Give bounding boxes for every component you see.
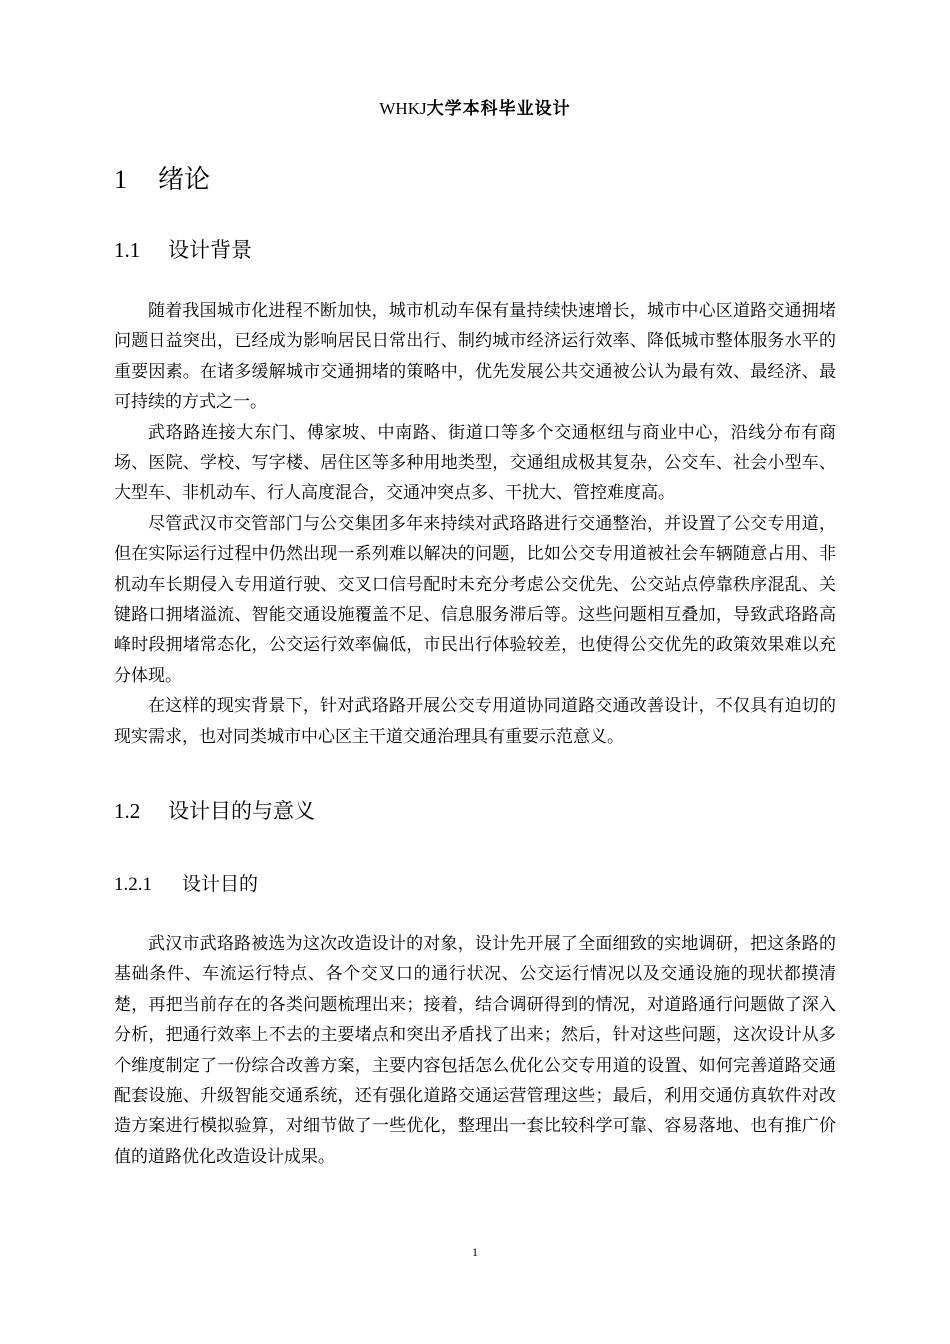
section-heading-1-1 <box>114 235 252 265</box>
subsection-title: 设计目的 <box>182 873 259 895</box>
header-title: 大学本科毕业设计 <box>426 99 571 119</box>
chapter-number: 1 <box>114 165 127 194</box>
page-number: 1 <box>472 1245 478 1259</box>
header-rule <box>114 127 836 128</box>
paragraph: 武汉市武珞路被选为这次改造设计的对象，设计先开展了全面细致的实地调研，把这条路的基础条件、车流运行特点、各个交叉口的通行状况、公交运行情况以及交通设施的现状都摸清楚，再把当前存在的各类问题梳理出来；接着，结合调研得到的情况，对道路通行问题做了深入分析，把通行效率上不去的主要堵点和突出矛盾找了出来；然后，针对这些问题，这次设计从多个维度制定了一份综合改善方案，主要内容包括怎么优化公交专用道的设置、如何完善道路交通配套设施、升级智能交通系统，还有强化道路交通运营管理这些；最后，利用交通仿真软件对改造方案进行模拟验算，对细节做了一些优化，整理出一套比较科学可靠、容易落地、也有推广价值的道路优化改造设计成果。 <box>114 934 836 1167</box>
chapter-title: 绪论 <box>158 165 211 195</box>
section-number: 1.1 <box>114 238 141 262</box>
header-latin: WHKJ <box>379 99 427 118</box>
section-1-2-1-body <box>114 929 836 1172</box>
section-title: 设计目的与意义 <box>168 799 315 823</box>
paragraph: 武珞路连接大东门、傅家坡、中南路、街道口等多个交通枢纽与商业中心，沿线分布有商场、医院、学校、写字楼、居住区等多种用地类型，交通组成极其复杂，公交车、社会小型车、大型车、非机动车、行人高度混合，交通冲突点多、干扰大、管控难度高。 <box>114 422 836 504</box>
section-heading-1-2 <box>114 796 315 826</box>
paragraph: 尽管武汉市交管部门与公交集团多年来持续对武珞路进行交通整治，并设置了公交专用道，但在实际运行过程中仍然出现一系列难以解决的问题，比如公交专用道被社会车辆随意占用、非机动车长期侵入专用道行驶、交叉口信号配时未充分考虑公交优先、公交站点停靠秩序混乱、关键路口拥堵溢流、智能交通设施覆盖不足、信息服务滞后等。这些问题相互叠加，导致武珞路高峰时段拥堵常态化，公交运行效率偏低，市民出行体验较差，也使得公交优先的政策效果难以充分体现。 <box>114 513 836 686</box>
paragraph: 在这样的现实背景下，针对武珞路开展公交专用道协同道路交通改善设计，不仅具有迫切的现实需求，也对同类城市中心区主干道交通治理具有重要示范意义。 <box>114 696 836 747</box>
section-number: 1.2 <box>114 799 141 823</box>
page-header <box>0 97 950 121</box>
section-1-1-body <box>114 296 836 752</box>
subsection-number: 1.2.1 <box>114 874 152 895</box>
paragraph: 随着我国城市化进程不断加快，城市机动车保有量持续快速增长，城市中心区道路交通拥堵问题日益突出，已经成为影响居民日常出行、制约城市经济运行效率、降低城市整体服务水平的重要因素。在诸多缓解城市交通拥堵的策略中，优先发展公共交通被公认为最有效、最经济、最可持续的方式之一。 <box>114 301 836 413</box>
chapter-heading <box>114 162 210 198</box>
subsection-heading-1-2-1 <box>114 870 258 899</box>
section-title: 设计背景 <box>168 238 252 262</box>
